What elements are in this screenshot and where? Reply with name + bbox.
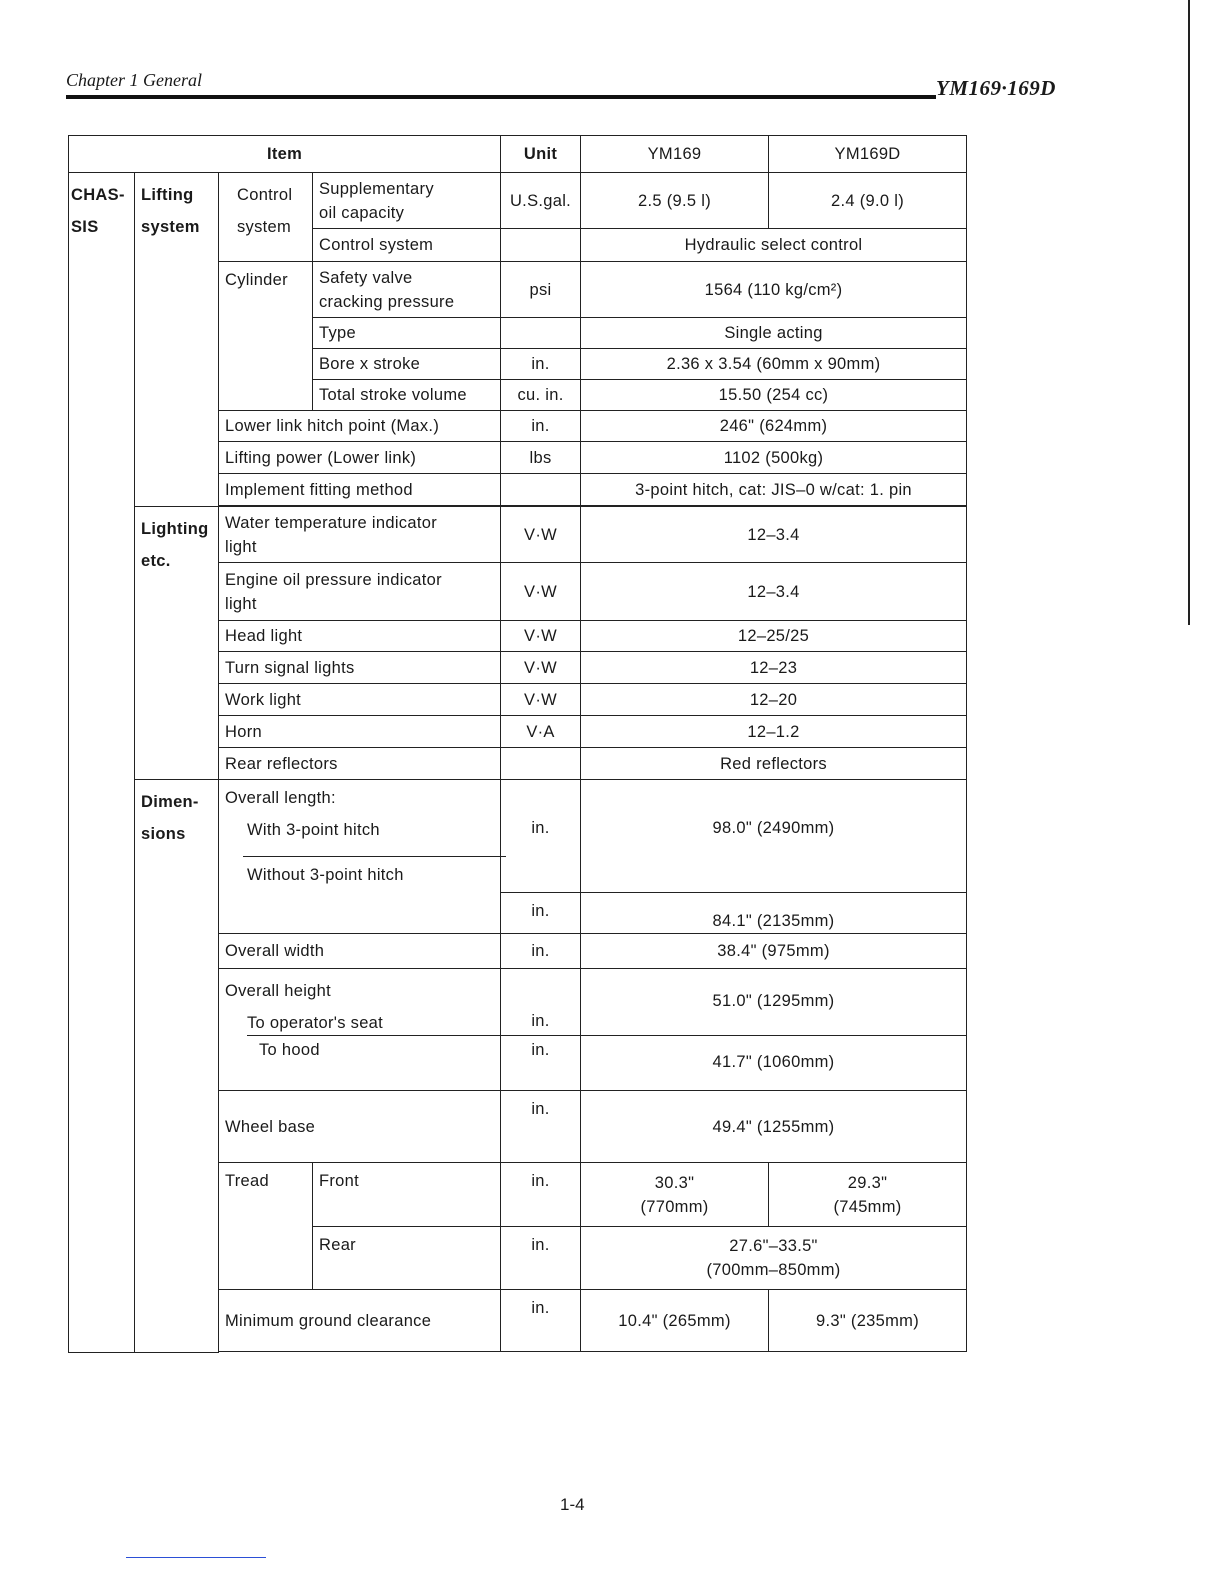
bore-stroke-label: Bore x stroke: [313, 349, 501, 380]
group-lighting: Lighting etc.: [135, 507, 219, 780]
lifting-power-label: Lifting power (Lower link): [219, 442, 501, 474]
ground-clearance-ym169: 10.4" (265mm): [581, 1290, 769, 1352]
control-system-label: Control system: [313, 229, 501, 262]
type-label: Type: [313, 318, 501, 349]
head-light-unit: V·W: [501, 621, 581, 652]
lifting-power-unit: lbs: [501, 442, 581, 474]
stroke-volume-label: Total stroke volume: [313, 380, 501, 411]
wheel-base-unit: in.: [501, 1091, 581, 1163]
table-row: [69, 780, 967, 934]
overall-length-label: Overall length: With 3-point hitch Without 3-point hitch: [219, 780, 501, 934]
ground-clearance-ym169d: 9.3" (235mm): [769, 1290, 967, 1352]
turn-signal-unit: V·W: [501, 652, 581, 684]
page-number: 1-4: [560, 1495, 585, 1514]
overall-height-value: 51.0" (1295mm) 41.7" (1060mm): [581, 969, 967, 1091]
supp-oil-ym169d: 2.4 (9.0 l): [769, 173, 967, 229]
tread-front-ym169: 30.3" (770mm): [581, 1163, 769, 1227]
turn-signal-value: 12–23: [581, 652, 967, 684]
group-lifting-system: Lifting system: [135, 173, 219, 507]
ground-clearance-label: Minimum ground clearance: [219, 1290, 501, 1352]
horn-label: Horn: [219, 716, 501, 748]
lifting-power-value: 1102 (500kg): [581, 442, 967, 474]
overall-width-unit: in.: [501, 934, 581, 969]
overall-length-value: 98.0" (2490mm) 84.1" (2135mm): [581, 780, 967, 934]
wheel-base-label: Wheel base: [219, 1091, 501, 1163]
supp-oil-unit: U.S.gal.: [501, 173, 581, 229]
header-rule: [66, 95, 936, 99]
head-light-value: 12–25/25: [581, 621, 967, 652]
tread-front-ym169d: 29.3" (745mm): [769, 1163, 967, 1227]
engine-oil-value: 12–3.4: [581, 563, 967, 621]
wheel-base-value: 49.4" (1255mm): [581, 1091, 967, 1163]
supp-oil-label: Supplementary oil capacity: [313, 173, 501, 229]
table-row: [69, 507, 967, 563]
stroke-volume-unit: cu. in.: [501, 380, 581, 411]
tread-rear-value: 27.6"–33.5" (700mm–850mm): [581, 1227, 967, 1290]
supp-oil-ym169: 2.5 (9.5 l): [581, 173, 769, 229]
lower-link-label: Lower link hitch point (Max.): [219, 411, 501, 442]
col-header-ym169d: YM169D: [769, 136, 967, 173]
page-edge-line: [1188, 0, 1190, 625]
model-code: YM169·169D: [936, 76, 1056, 100]
table-header-row: [69, 136, 967, 173]
bore-stroke-unit: in.: [501, 349, 581, 380]
ground-clearance-unit: in.: [501, 1290, 581, 1352]
overall-height-label: Overall height To operator's seat To hood: [219, 969, 501, 1091]
type-unit: [501, 318, 581, 349]
col-header-unit: Unit: [501, 136, 581, 173]
specifications-table: [68, 135, 967, 1353]
group-dimensions: Dimen- sions: [135, 780, 219, 1353]
rear-reflectors-label: Rear reflectors: [219, 748, 501, 780]
type-value: Single acting: [581, 318, 967, 349]
engine-oil-unit: V·W: [501, 563, 581, 621]
control-system-value: Hydraulic select control: [581, 229, 967, 262]
lower-link-value: 246" (624mm): [581, 411, 967, 442]
overall-height-unit: in. in.: [501, 969, 581, 1091]
head-light-label: Head light: [219, 621, 501, 652]
subgroup-control-system: Control system: [219, 173, 313, 262]
horn-value: 12–1.2: [581, 716, 967, 748]
engine-oil-label: Engine oil pressure indicator light: [219, 563, 501, 621]
col-header-ym169: YM169: [581, 136, 769, 173]
safety-valve-label: Safety valve cracking pressure: [313, 262, 501, 318]
bore-stroke-value: 2.36 x 3.54 (60mm x 90mm): [581, 349, 967, 380]
work-light-value: 12–20: [581, 684, 967, 716]
water-temp-unit: V·W: [501, 507, 581, 563]
horn-unit: V·A: [501, 716, 581, 748]
category-chassis: CHAS- SIS: [69, 173, 135, 1353]
safety-valve-unit: psi: [501, 262, 581, 318]
col-header-item: Item: [69, 136, 501, 173]
water-temp-label: Water temperature indicator light: [219, 507, 501, 563]
tread-rear-label: Rear: [313, 1227, 501, 1290]
footer-rule: [126, 1557, 266, 1558]
work-light-label: Work light: [219, 684, 501, 716]
implement-unit: [501, 474, 581, 506]
tread-label: Tread: [219, 1163, 313, 1290]
implement-label: Implement fitting method: [219, 474, 501, 506]
rear-reflectors-value: Red reflectors: [581, 748, 967, 780]
control-system-unit: [501, 229, 581, 262]
safety-valve-value: 1564 (110 kg/cm²): [581, 262, 967, 318]
overall-width-label: Overall width: [219, 934, 501, 969]
water-temp-value: 12–3.4: [581, 507, 967, 563]
chapter-title: Chapter 1 General: [66, 70, 202, 90]
tread-rear-unit: in.: [501, 1227, 581, 1290]
turn-signal-label: Turn signal lights: [219, 652, 501, 684]
subgroup-cylinder: Cylinder: [219, 262, 313, 411]
lower-link-unit: in.: [501, 411, 581, 442]
table-row: [69, 173, 967, 229]
overall-width-value: 38.4" (975mm): [581, 934, 967, 969]
implement-value: 3-point hitch, cat: JIS–0 w/cat: 1. pin: [581, 474, 967, 506]
rear-reflectors-unit: [501, 748, 581, 780]
overall-length-unit: in. in.: [501, 780, 581, 934]
stroke-volume-value: 15.50 (254 cc): [581, 380, 967, 411]
work-light-unit: V·W: [501, 684, 581, 716]
tread-front-unit: in.: [501, 1163, 581, 1227]
tread-front-label: Front: [313, 1163, 501, 1227]
